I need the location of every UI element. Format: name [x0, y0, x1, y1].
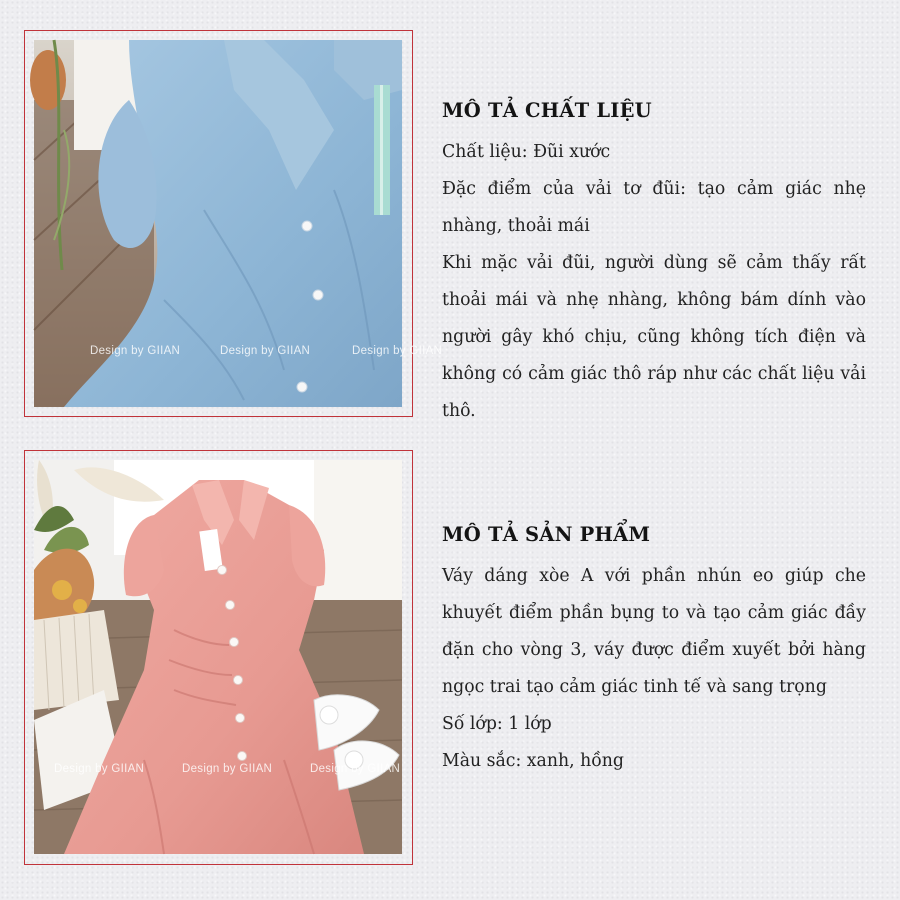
material-paragraph: Khi mặc vải đũi, người dùng sẽ cảm thấy rất thoải mái và nhẹ nhàng, không bám dính vào người gây khó chịu, cũng không tích điện và không có cảm giác thô ráp như các chất liệu vải thô.: [442, 253, 866, 421]
product-section: [442, 520, 866, 780]
watermark-1b: Design by GIIAN: [220, 345, 311, 357]
material-paragraph: Chất liệu: Đũi xước: [442, 142, 611, 162]
watermark-2a: Design by GIIAN: [54, 763, 145, 775]
product-paragraph: Số lớp: 1 lớp: [442, 714, 552, 734]
pink-dress-photo: [34, 460, 402, 854]
watermark-2b: Design by GIIAN: [182, 763, 273, 775]
material-title: MÔ TẢ CHẤT LIỆU: [442, 99, 652, 122]
watermark-1c: Design by GIIAN: [352, 345, 443, 357]
blue-dress-photo: [34, 40, 443, 407]
watermark-2c: Design by GIIAN: [310, 763, 401, 775]
watermark-1a: Design by GIIAN: [90, 345, 181, 357]
material-paragraph: Đặc điểm của vải tơ đũi: tạo cảm giác nhẹ nhàng, thoải mái: [442, 179, 866, 236]
product-paragraph: Màu sắc: xanh, hồng: [442, 751, 624, 771]
material-section: [442, 96, 866, 430]
product-paragraph: Váy dáng xòe A với phần nhún eo giúp che khuyết điểm phần bụng to và tạo cảm giác đầy đặn cho vòng 3, váy được điểm xuyết bởi hàng ngọc trai tạo cảm giác tinh tế và sang trọng: [442, 566, 866, 697]
product-title: MÔ TẢ SẢN PHẨM: [442, 523, 651, 546]
